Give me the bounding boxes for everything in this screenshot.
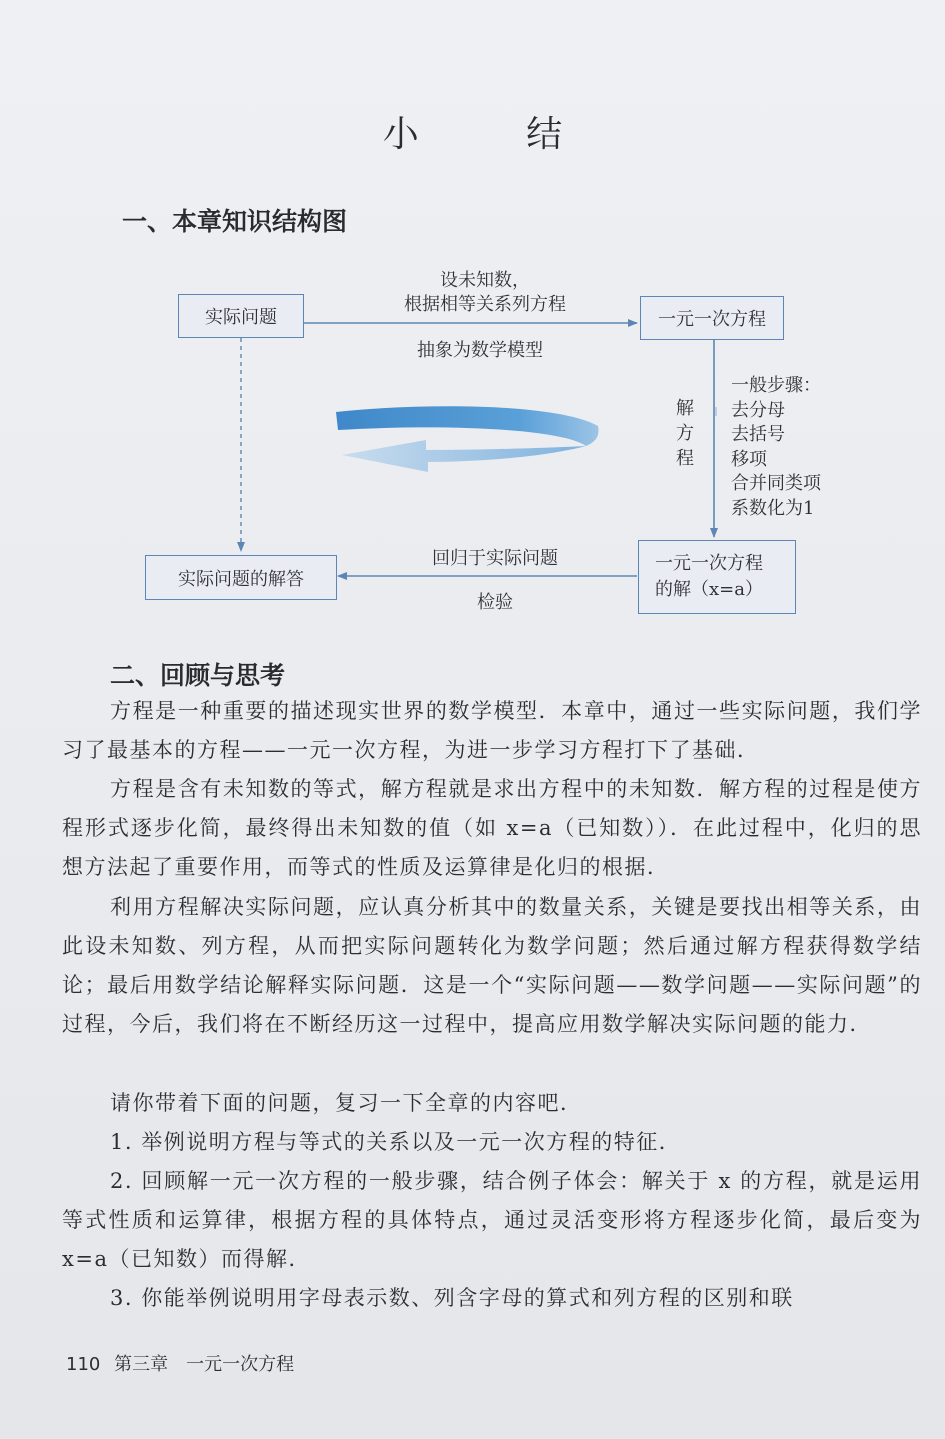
cycle-swoosh-top xyxy=(336,406,599,446)
step-item: 移项 xyxy=(731,448,767,470)
page-title: 小 结 xyxy=(382,114,611,155)
question-text: 1. 举例说明方程与等式的关系以及一元一次方程的特征． xyxy=(110,1130,682,1154)
step-item: 去分母 xyxy=(731,399,785,421)
paragraph-text: 利用方程解决实际问题，应认真分析其中的数量关系，关键是要找出相等关系，由此设未知数、列方程，从而把实际问题转化为数学问题；然后通过解方程获得数学结论；最后用数学结论解释实际问题．这是一个“实际问题——数学问题——实际问题”的过程，今后，我们将在不断经历这一过程中，提高应用数学解决实际问题的能力． xyxy=(62,895,922,1036)
paragraph-text: 请你带着下面的问题，复习一下全章的内容吧． xyxy=(110,1091,583,1115)
step-item: 系数化为1 xyxy=(731,497,815,519)
box-linear-equation: 一元一次方程 xyxy=(640,296,784,340)
box-equation-solution xyxy=(638,540,796,614)
paragraph-4 xyxy=(62,1084,922,1123)
section-heading-review: 二、回顾与思考 xyxy=(110,661,286,690)
question-text: 2. 回顾解一元一次方程的一般步骤，结合例子体会：解关于 x 的方程，就是运用等式性质和运算律，根据方程的具体特点，通过灵活变形将方程逐步化简，最后变为 x=a（已知数）而得解． xyxy=(62,1169,922,1271)
paragraph-text: 方程是一种重要的描述现实世界的数学模型．本章中，通过一些实际问题，我们学习了最基本的方程——一元一次方程，为进一步学习方程打下了基础． xyxy=(62,699,922,762)
solve-char-3: 程 xyxy=(676,448,694,469)
paragraph-text: 方程是含有未知数的等式，解方程就是求出方程中的未知数．解方程的过程是使方程形式逐步化简，最终得出未知数的值（如 x=a（已知数））．在此过程中，化归的思想方法起了重要作用，而等式的性质及运算律是化归的根据． xyxy=(62,777,922,879)
label-return-to-problem: 回归于实际问题 xyxy=(432,548,558,569)
label-check: 检验 xyxy=(477,592,513,613)
box-actual-problem: 实际问题 xyxy=(178,294,304,338)
solution-line-2: 的解（x=a） xyxy=(655,579,763,600)
paragraph-2 xyxy=(62,770,922,887)
step-item: 去括号 xyxy=(731,424,785,446)
label-solve-equation xyxy=(674,396,696,471)
steps-heading: 一般步骤： xyxy=(731,375,821,396)
label-abstract-model: 抽象为数学模型 xyxy=(417,340,543,361)
solution-line-1: 一元一次方程 xyxy=(655,553,763,574)
question-1 xyxy=(62,1123,922,1162)
label-set-unknown: 设未知数， xyxy=(440,270,530,291)
solve-char-1: 解 xyxy=(676,398,694,419)
chapter-name: 第三章 一元一次方程 xyxy=(114,1354,295,1375)
question-2 xyxy=(62,1162,922,1279)
label-form-equation: 根据相等关系列方程 xyxy=(404,294,566,315)
paragraph-3 xyxy=(62,888,922,1044)
step-item: 合并同类项 xyxy=(731,473,821,495)
cycle-swoosh-bottom xyxy=(342,440,586,472)
page-footer xyxy=(66,1350,294,1376)
page-number: 110 xyxy=(66,1354,101,1375)
question-text: 3. 你能举例说明用字母表示数、列含字母的算式和列方程的区别和联 xyxy=(110,1286,794,1310)
solve-char-2: 方 xyxy=(676,423,694,444)
general-steps-list xyxy=(731,374,821,522)
question-3 xyxy=(62,1279,922,1318)
box-problem-answer: 实际问题的解答 xyxy=(145,555,337,600)
section-heading-structure: 一、本章知识结构图 xyxy=(122,207,348,236)
paragraph-1 xyxy=(62,692,922,770)
